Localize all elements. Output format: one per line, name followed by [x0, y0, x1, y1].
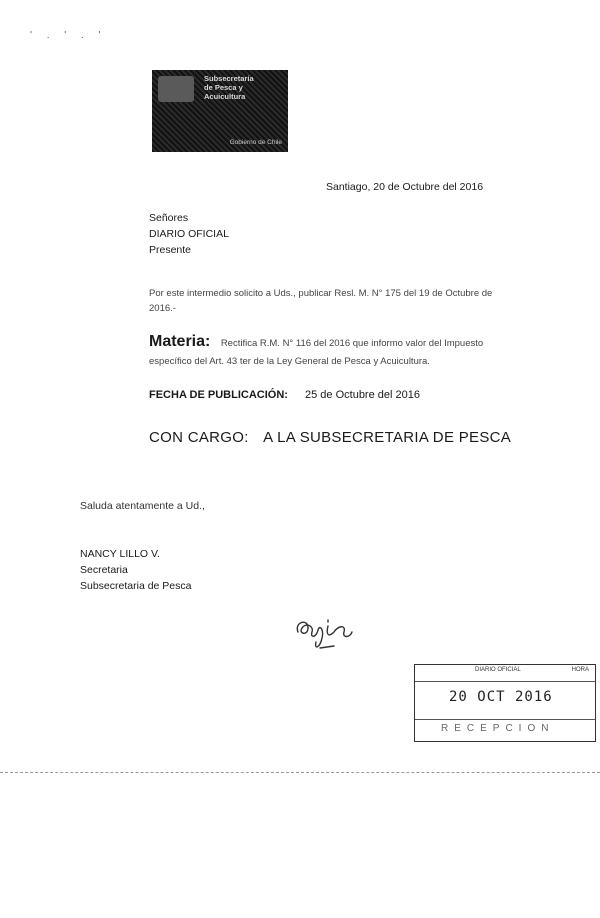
- publication-label: FECHA DE PUBLICACIÓN:: [149, 389, 288, 401]
- addressee-line-3: Presente: [149, 244, 192, 256]
- logo: [152, 70, 288, 152]
- closing: Saluda atentamente a Ud.,: [80, 500, 205, 512]
- signer-name: NANCY LILLO V.: [80, 548, 160, 560]
- stamp-small-label: HORA: [571, 667, 589, 673]
- materia-text: Rectifica R.M. N° 116 del 2016 que informo valor del Impuesto específico del Art. 43 ter de la Ley General de Pesca y Acuicultura.: [149, 338, 484, 367]
- logo-text: [204, 74, 284, 101]
- handwritten-signature-icon: [290, 608, 370, 656]
- reception-stamp: [414, 664, 596, 742]
- stamp-date: 20 OCT 2016: [449, 689, 553, 705]
- signer-organization: Subsecretaria de Pesca: [80, 580, 192, 592]
- addressee-line-1: Señores: [149, 212, 189, 224]
- logo-footer: Gobierno de Chile: [229, 139, 282, 146]
- addressee-line-2: DIARIO OFICIAL: [149, 228, 229, 240]
- addressee: [149, 210, 229, 258]
- materia-block: [149, 333, 519, 369]
- logo-line-1: Subsecretaría: [204, 74, 254, 83]
- cargo-label: CON CARGO:: [149, 429, 249, 446]
- stamp-header: DIARIO OFICIAL: [475, 667, 521, 673]
- signer-role: Secretaria: [80, 564, 128, 576]
- publication-value: 25 de Octubre del 2016: [305, 389, 420, 401]
- materia-label: Materia:: [149, 333, 211, 350]
- date-line: Santiago, 20 de Octubre del 2016: [326, 181, 484, 193]
- publication-line: [149, 389, 420, 401]
- cargo-value: A LA SUBSECRETARIA DE PESCA: [263, 429, 512, 446]
- stamp-footer: RECEPCION: [441, 723, 555, 734]
- logo-line-3: Acuicultura: [204, 92, 246, 101]
- logo-line-2: de Pesca y: [204, 83, 243, 92]
- coat-of-arms-icon: [158, 76, 194, 102]
- body-paragraph: Por este intermedio solicito a Uds., publicar Resl. M. N° 175 del 19 de Octubre de 2016.-: [149, 288, 493, 314]
- signer-block: [80, 546, 191, 594]
- scan-marks: ' . ' . ': [30, 30, 107, 41]
- cargo-line: [149, 429, 511, 446]
- stamp-divider: [415, 719, 595, 720]
- scan-fold-line: [0, 772, 600, 773]
